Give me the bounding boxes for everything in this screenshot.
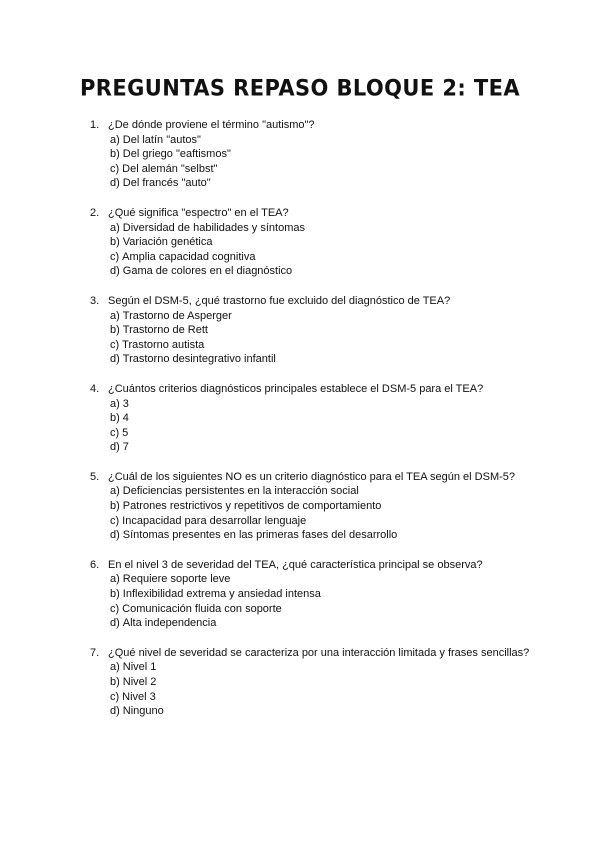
option-text: Deficiencias persistentes en la interacción social: [122, 485, 359, 498]
option-text: Trastorno de Rett: [122, 324, 208, 337]
option-letter: d): [110, 177, 120, 190]
option-letter: c): [110, 602, 120, 615]
question-5: [90, 470, 530, 543]
question-list: [0, 118, 600, 734]
question-4: [90, 382, 530, 455]
option-text: 5: [122, 426, 129, 439]
option-letter: d): [110, 617, 120, 630]
option-b: [110, 147, 530, 162]
option-list: [110, 397, 530, 455]
option-d: [110, 264, 530, 279]
question-stem: [90, 558, 530, 573]
option-b: [110, 235, 530, 250]
option-d: [110, 440, 530, 455]
option-letter: d): [110, 265, 120, 278]
option-letter: a): [110, 573, 120, 586]
option-text: 3: [122, 397, 129, 410]
option-c: [110, 426, 530, 441]
question-3: [90, 294, 530, 367]
option-letter: c): [110, 514, 120, 527]
option-a: [110, 572, 530, 587]
option-letter: a): [110, 485, 120, 498]
question-stem: [90, 206, 530, 221]
option-list: [110, 484, 530, 542]
option-list: [110, 133, 530, 191]
question-number: 6.: [90, 558, 100, 571]
option-b: [110, 411, 530, 426]
option-letter: b): [110, 676, 120, 688]
question-text: ¿De dónde proviene el término "autismo"?: [108, 119, 315, 131]
option-text: Alta independencia: [122, 617, 217, 630]
option-letter: c): [110, 426, 120, 439]
question-text: Según el DSM-5, ¿qué trastorno fue excluido del diagnóstico de TEA?: [108, 294, 451, 307]
option-text: Diversidad de habilidades y síntomas: [122, 221, 305, 234]
option-a: [110, 309, 530, 324]
option-text: Incapacidad para desarrollar lenguaje: [122, 514, 307, 527]
option-text: Nivel 3: [122, 690, 156, 703]
option-b: [110, 587, 530, 602]
option-list: [110, 572, 530, 630]
option-text: Trastorno de Asperger: [122, 309, 232, 322]
option-letter: a): [110, 309, 120, 322]
option-a: [110, 133, 530, 148]
option-a: [110, 397, 530, 412]
option-list: [110, 660, 530, 718]
option-letter: d): [110, 441, 120, 454]
option-text: Ninguno: [122, 705, 164, 718]
question-number: 1.: [90, 119, 100, 131]
option-d: [110, 616, 530, 631]
question-text: ¿Qué nivel de severidad se caracteriza por una interacción limitada y frases sencillas?: [108, 646, 530, 659]
option-text: Gama de colores en el diagnóstico: [122, 265, 293, 278]
option-text: 4: [122, 412, 129, 425]
option-letter: b): [110, 236, 120, 249]
option-text: Nivel 2: [122, 676, 157, 688]
option-text: Inflexibilidad extrema y ansiedad intensa: [122, 588, 321, 601]
option-d: [110, 528, 530, 543]
question-number: 2.: [90, 206, 100, 219]
option-list: [110, 309, 530, 367]
question-6: [90, 558, 530, 631]
question-2: [90, 206, 530, 279]
option-text: Variación genética: [122, 236, 213, 249]
option-d: [110, 352, 530, 367]
option-text: Requiere soporte leve: [122, 573, 231, 586]
option-c: [110, 602, 530, 617]
page-title: PREGUNTAS REPASO BLOQUE 2: TEA: [80, 75, 520, 101]
question-text: ¿Cuál de los siguientes NO es un criterio diagnóstico para el TEA según el DSM-5?: [108, 470, 516, 483]
question-text: ¿Cuántos criterios diagnósticos principales establece el DSM-5 para el TEA?: [108, 382, 484, 395]
option-letter: a): [110, 221, 120, 234]
option-b: [110, 499, 530, 514]
question-number: 7.: [90, 646, 100, 659]
option-text: Del latín "autos": [122, 133, 201, 146]
option-d: [110, 704, 530, 719]
option-text: Nivel 1: [122, 661, 157, 674]
option-letter: a): [110, 661, 120, 674]
question-number: 5.: [90, 470, 100, 483]
question-text: ¿Qué significa "espectro" en el TEA?: [108, 206, 289, 219]
option-text: Comunicación fluida con soporte: [122, 602, 282, 615]
option-text: Trastorno autista: [122, 338, 205, 351]
option-letter: b): [110, 148, 120, 161]
option-b: [110, 675, 530, 690]
option-letter: d): [110, 529, 120, 542]
option-letter: b): [110, 324, 120, 337]
option-letter: d): [110, 705, 120, 718]
question-number: 4.: [90, 382, 100, 395]
option-text: Patrones restrictivos y repetitivos de comportamiento: [122, 500, 382, 513]
question-stem: [90, 646, 530, 661]
question-stem: [90, 118, 530, 133]
option-letter: b): [110, 500, 120, 513]
question-number: 3.: [90, 294, 100, 307]
option-a: [110, 221, 530, 236]
option-letter: c): [110, 250, 120, 263]
option-a: [110, 484, 530, 499]
option-text: Del francés "auto": [122, 177, 211, 190]
question-7: [90, 646, 530, 719]
option-letter: b): [110, 412, 120, 425]
question-stem: [90, 294, 530, 309]
option-letter: c): [110, 338, 120, 351]
option-c: [110, 514, 530, 529]
option-a: [110, 660, 530, 675]
option-text: Trastorno desintegrativo infantil: [122, 353, 276, 366]
option-b: [110, 323, 530, 338]
option-letter: c): [110, 162, 120, 175]
option-letter: b): [110, 588, 120, 601]
question-text: En el nivel 3 de severidad del TEA, ¿qué característica principal se observa?: [108, 558, 483, 571]
option-text: Síntomas presentes en las primeras fases del desarrollo: [122, 529, 398, 542]
option-text: Amplia capacidad cognitiva: [122, 250, 256, 263]
option-text: Del alemán "selbst": [122, 162, 218, 175]
option-text: Del griego "eaftismos": [122, 148, 231, 161]
question-stem: [90, 382, 530, 397]
option-text: 7: [122, 441, 129, 454]
option-letter: c): [110, 690, 120, 703]
option-c: [110, 162, 530, 177]
option-letter: a): [110, 397, 120, 410]
option-c: [110, 250, 530, 265]
option-list: [110, 221, 530, 279]
question-stem: [90, 470, 530, 485]
option-c: [110, 338, 530, 353]
option-letter: d): [110, 353, 120, 366]
option-d: [110, 176, 530, 191]
option-letter: a): [110, 133, 120, 146]
option-c: [110, 690, 530, 705]
question-1: [90, 118, 530, 191]
